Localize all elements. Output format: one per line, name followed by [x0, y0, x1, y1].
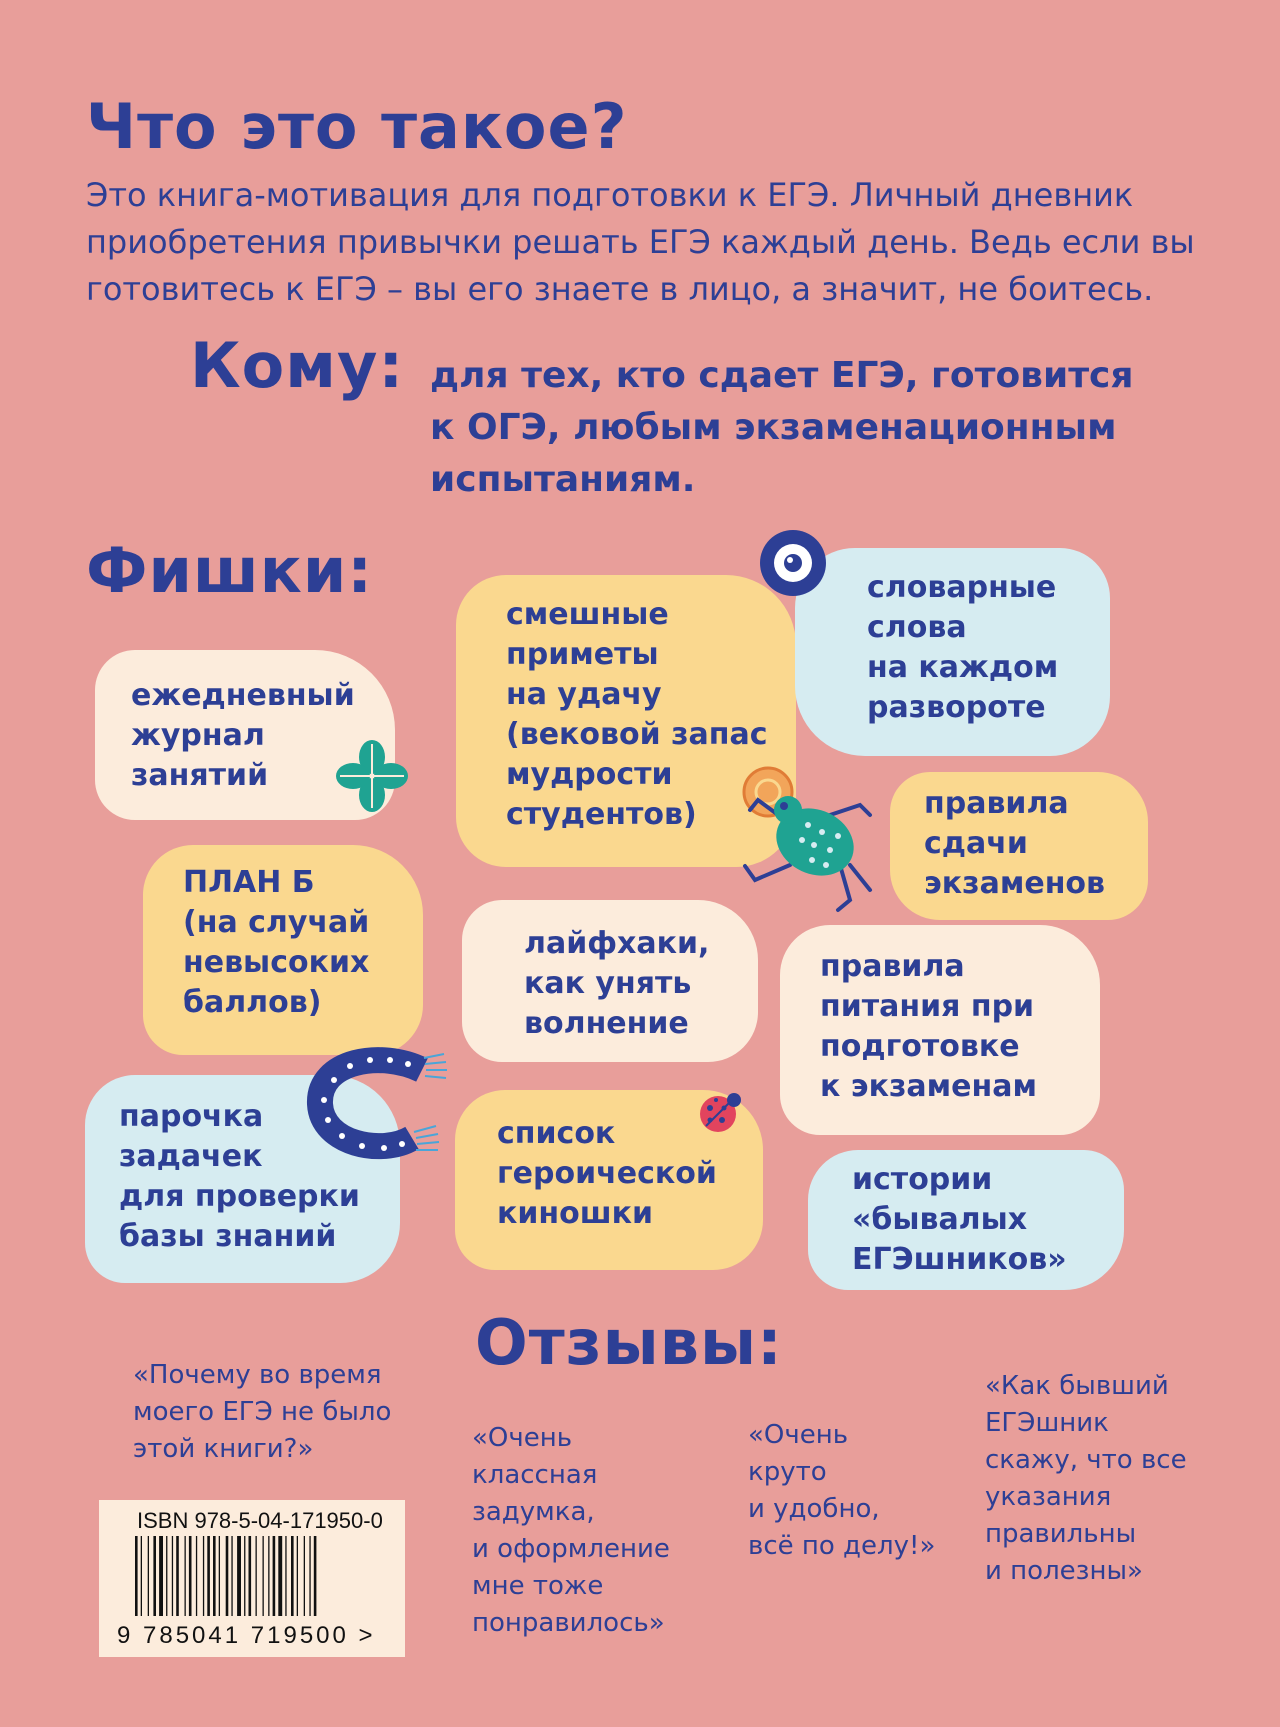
who-text: для тех, кто сдает ЕГЭ, готовится к ОГЭ, любым экзаменационным испытаниям. — [430, 355, 1134, 500]
frog-icon — [730, 770, 880, 920]
isbn-label: ISBN 978-5-04-171950-0 — [137, 1508, 383, 1533]
ladybug-icon — [696, 1090, 744, 1134]
reviews-title: Отзывы: — [475, 1306, 783, 1379]
review-1: «Почему во время моего ЕГЭ не было этой книги?» — [133, 1360, 392, 1464]
horseshoe-icon — [312, 1052, 452, 1162]
feature-card-stories — [808, 1150, 1124, 1290]
who-title: Кому: — [190, 329, 405, 402]
feature-text: правила питания при подготовке к экзаменам — [820, 949, 1037, 1104]
eye-icon — [758, 528, 828, 598]
review-3: «Очень круто и удобно, всё по делу!» — [748, 1420, 936, 1561]
review-2: «Очень классная задумка, и оформление мне тоже понравилось» — [472, 1423, 670, 1638]
feature-text: ежедневный журнал занятий — [131, 678, 355, 793]
feature-text: словарные слова на каждом развороте — [867, 570, 1059, 725]
feature-card-plan-b — [143, 845, 423, 1055]
barcode-icon — [135, 1536, 375, 1628]
feature-text: список героической киношки — [497, 1116, 717, 1231]
feature-text: ПЛАН Б (на случай невысоких баллов) — [183, 865, 370, 1020]
feature-card-nutrition — [780, 925, 1100, 1135]
feature-text: правила сдачи экзаменов — [924, 786, 1106, 901]
feature-card-lifehacks — [462, 900, 758, 1062]
what-title: Что это такое? — [86, 90, 628, 163]
feature-text: лайфхаки, как унять волнение — [524, 926, 710, 1041]
feature-text: парочка задачек для проверки базы знаний — [119, 1099, 360, 1254]
ean-digits: 9 785041 719500 > — [117, 1622, 376, 1649]
feature-card-exam-rules — [890, 772, 1148, 920]
clover-icon — [336, 740, 408, 812]
barcode-block — [99, 1500, 405, 1657]
feature-text: истории «бывалых ЕГЭшников» — [852, 1162, 1067, 1277]
features-title: Фишки: — [86, 534, 374, 607]
feature-card-vocabulary — [795, 548, 1110, 756]
feature-text: смешные приметы на удачу (вековой запас мудрости студентов) — [506, 597, 768, 832]
what-text: Это книга-мотивация для подготовки к ЕГЭ. Личный дневник приобретения привычки решать ЕГЭ каждый день. Ведь если вы готовитесь к ЕГЭ – вы его знаете в лицо, а значит, не боитесь. — [86, 176, 1195, 308]
review-4: «Как бывший ЕГЭшник скажу, что все указания правильны и полезны» — [985, 1371, 1187, 1586]
